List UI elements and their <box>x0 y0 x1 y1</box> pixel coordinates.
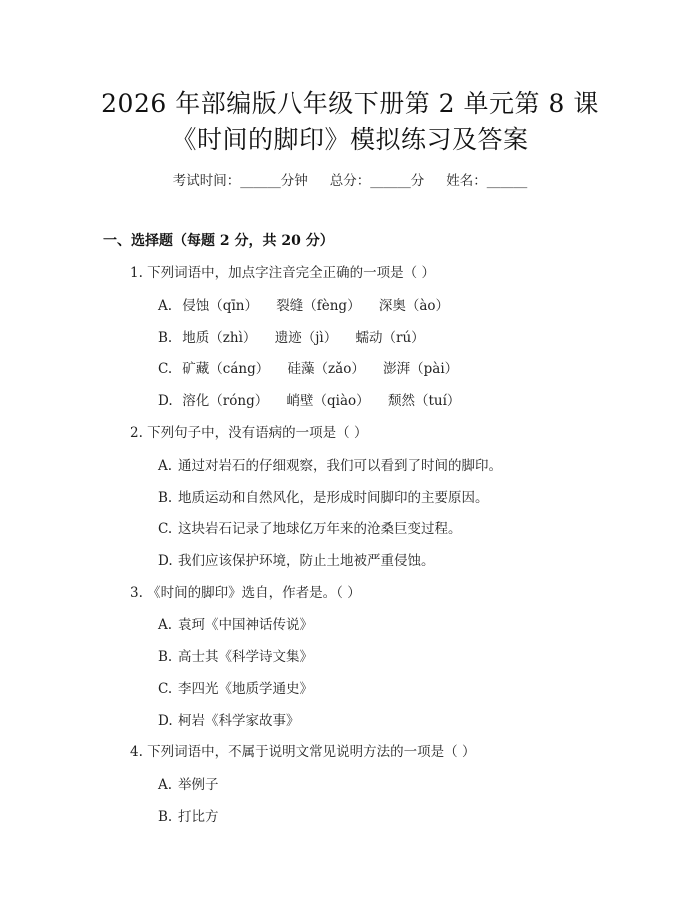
option-word: 溶化（róng） <box>182 393 269 409</box>
question-2-stem: 2. 下列句子中，没有语病的一项是（ ） <box>130 425 368 441</box>
option-text: 举例子 <box>178 777 219 793</box>
question-2-option-d <box>158 549 435 569</box>
question-2-option-a <box>158 454 502 474</box>
option-letter: C. <box>158 681 173 697</box>
option-letter: D. <box>158 553 173 569</box>
option-word: 硅藻（zǎo） <box>287 361 365 377</box>
option-word: 峭壁（qiào） <box>286 393 370 409</box>
total-score-field: 总分：______分 <box>329 173 425 189</box>
option-word: 侵蚀（qīn） <box>182 298 258 314</box>
question-1-option-d <box>158 389 460 409</box>
question-3-option-c <box>158 677 313 697</box>
question-4-option-a <box>158 773 219 793</box>
section-heading: 一、选择题（每题 2 分，共 20 分） <box>103 233 334 249</box>
option-letter: A. <box>158 298 173 314</box>
option-word: 澎湃（pài） <box>383 361 459 377</box>
question-3-option-b <box>158 645 313 665</box>
option-letter: C. <box>158 361 173 377</box>
page-title-line-1: 2026 年部编版八年级下册第 2 单元第 8 课 <box>101 89 599 118</box>
option-word: 裂缝（fèng） <box>276 298 361 314</box>
option-letter: A. <box>158 777 173 793</box>
exam-time-field: 考试时间：______分钟 <box>172 173 308 189</box>
option-text: 地质运动和自然风化，是形成时间脚印的主要原因。 <box>178 490 489 506</box>
option-text: 这块岩石记录了地球亿万年来的沧桑巨变过程。 <box>178 521 462 537</box>
option-text: 打比方 <box>178 809 219 825</box>
option-text: 柯岩《科学家故事》 <box>178 713 300 729</box>
option-letter: A. <box>158 617 173 633</box>
student-name-field: 姓名：______ <box>446 173 528 189</box>
question-1-option-a <box>158 294 449 314</box>
option-letter: B. <box>158 490 173 506</box>
question-3-option-a <box>158 613 313 633</box>
question-3-stem: 3. 《时间的脚印》选自，作者是。（ ） <box>130 585 361 601</box>
question-2-option-b <box>158 486 489 506</box>
option-text: 通过对岩石的仔细观察，我们可以看到了时间的脚印。 <box>178 458 502 474</box>
option-letter: A. <box>158 458 173 474</box>
question-1-option-b <box>158 326 425 346</box>
exam-info-line <box>0 169 700 189</box>
option-letter: B. <box>158 330 173 346</box>
question-4-stem: 4. 下列词语中，不属于说明文常见说明方法的一项是（ ） <box>130 744 476 760</box>
option-text: 我们应该保护环境，防止土地被严重侵蚀。 <box>178 553 435 569</box>
option-text: 高士其《科学诗文集》 <box>178 649 313 665</box>
option-word: 遗迹（jì） <box>274 330 338 346</box>
question-3-option-d <box>158 709 300 729</box>
option-letter: B. <box>158 649 173 665</box>
question-1-option-c <box>158 357 458 377</box>
option-letter: D. <box>158 713 173 729</box>
option-letter: D. <box>158 393 173 409</box>
question-4-option-b <box>158 805 219 825</box>
option-text: 李四光《地质学通史》 <box>178 681 313 697</box>
option-letter: B. <box>158 809 173 825</box>
option-word: 深奥（ào） <box>378 298 450 314</box>
option-word: 矿藏（cáng） <box>182 361 270 377</box>
option-word: 颓然（tuí） <box>387 393 461 409</box>
option-word: 地质（zhì） <box>182 330 257 346</box>
page-title-line-2: 《时间的脚印》模拟练习及答案 <box>171 125 529 154</box>
question-1-stem: 1. 下列词语中，加点字注音完全正确的一项是（ ） <box>130 265 435 281</box>
option-letter: C. <box>158 521 173 537</box>
option-word: 蠕动（rú） <box>355 330 425 346</box>
question-2-option-c <box>158 517 462 537</box>
option-text: 袁珂《中国神话传说》 <box>178 617 313 633</box>
